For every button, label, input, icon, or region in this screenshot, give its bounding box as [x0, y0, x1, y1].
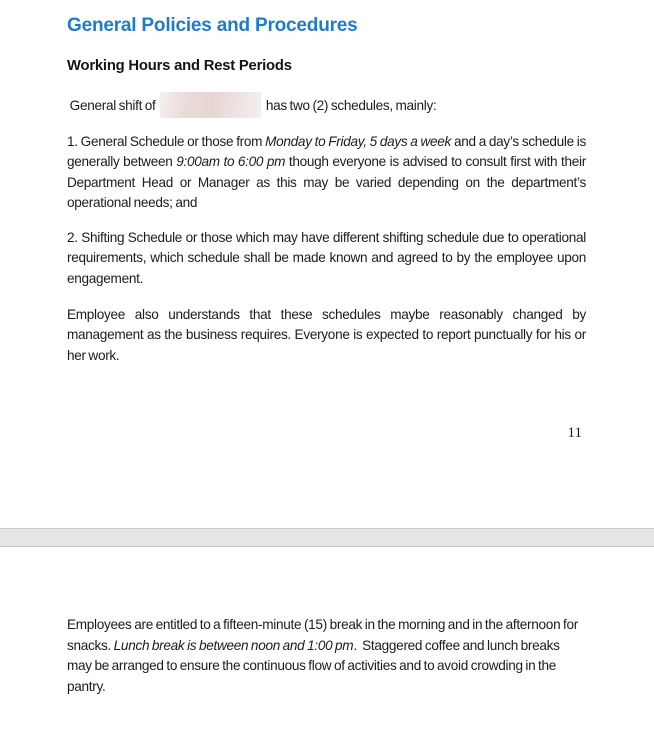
redacted-text — [160, 92, 261, 118]
schedule-change-paragraph — [67, 305, 586, 366]
text-segment: and a day’s schedule is generally between — [67, 134, 586, 170]
page-number: 11 — [567, 425, 582, 441]
text-segment: General shift of — [67, 98, 159, 113]
text-segment: Employees are entitled to a fifteen-minute (15) break in the morning and in the afternoon for snacks. — [67, 617, 578, 653]
document-heading: General Policies and Procedures — [67, 15, 358, 36]
intro-line — [67, 92, 586, 118]
page-gap — [0, 528, 654, 547]
text-segment: though everyone is advised to consult first with their Department Head or Manager as this may be varied depending on the department’s operational needs; and — [67, 154, 586, 210]
text-segment: Monday to Friday, 5 days a week — [265, 134, 452, 149]
page-2 — [0, 547, 654, 729]
numbered-paragraph-2 — [67, 228, 586, 289]
text-segment: Employee also understands that these schedules maybe reasonably changed by management as the business requires. Everyone is expected to report punctually for his or her work. — [67, 307, 586, 363]
text-segment: Lunch break is between noon and 1:00 pm — [113, 637, 354, 653]
text-segment: 9:00am to 6:00 pm — [176, 154, 286, 170]
numbered-paragraph-1 — [67, 132, 586, 213]
section-heading: Working Hours and Rest Periods — [67, 58, 292, 74]
text-segment: 2. Shifting Schedule or those which may have different shifting schedule due to operational requirements, which schedule shall be made known and agreed to by the employee upon engagement. — [67, 230, 586, 286]
text-segment: has two (2) schedules, mainly: — [263, 98, 437, 113]
text-segment: 1. General Schedule or those from — [67, 134, 266, 149]
break-policy-paragraph — [67, 615, 586, 697]
text-segment: . Staggered coffee and lunch breaks may be arranged to ensure the continuous flow of activities and to avoid crowding in the pantry. — [67, 637, 560, 694]
